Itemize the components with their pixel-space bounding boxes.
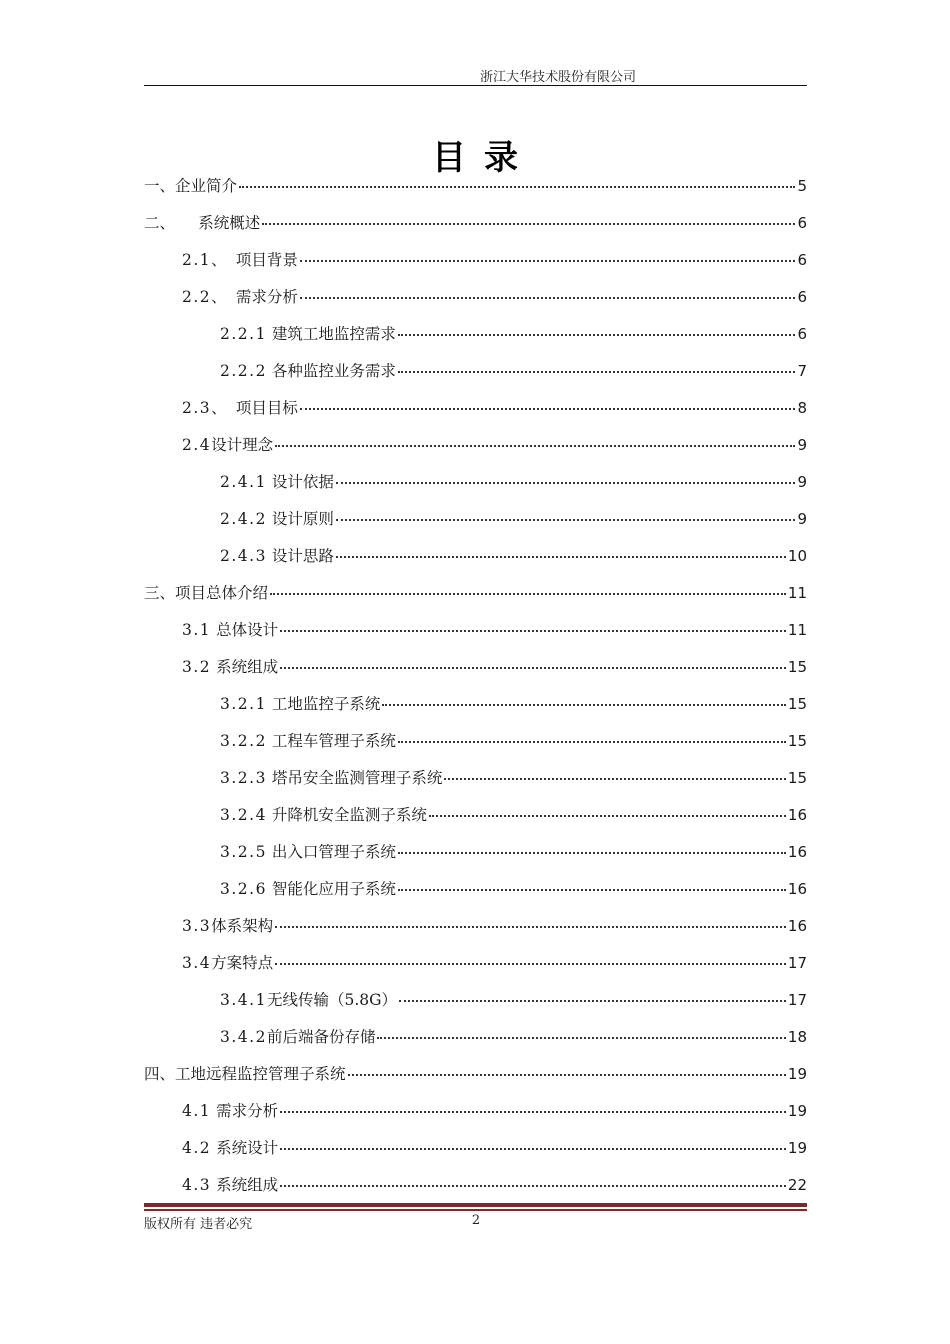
toc-entry[interactable]	[144, 390, 807, 427]
toc-dot-leader	[336, 519, 796, 521]
toc-entry-page: 6	[797, 288, 807, 306]
toc-entry-label	[220, 871, 396, 908]
toc-entry-number: 2.2.1	[220, 325, 267, 343]
toc-entry[interactable]	[144, 353, 807, 390]
toc-entry[interactable]	[144, 1167, 807, 1204]
toc-entry-text: 设计原则	[266, 510, 334, 528]
toc-entry-page: 9	[797, 436, 807, 454]
toc-entry-page: 15	[787, 658, 807, 676]
toc-entry-text: 升降机安全监测子系统	[266, 806, 427, 824]
toc-dot-leader	[336, 556, 786, 558]
toc-dot-leader	[300, 408, 796, 410]
toc-entry-label	[220, 538, 334, 575]
toc-entry-label	[182, 279, 298, 316]
toc-entry-number: 2.4	[182, 436, 212, 454]
toc-dot-leader	[348, 1074, 786, 1076]
toc-entry-text: 无线传输（5.8G）	[266, 991, 397, 1009]
toc-entry-text: 二、 系统概述	[144, 214, 261, 232]
toc-dot-leader	[399, 1000, 786, 1002]
toc-entry-text: 工地监控子系统	[266, 695, 381, 713]
toc-dot-leader	[444, 778, 786, 780]
toc-entry-page: 17	[787, 954, 807, 972]
toc-entry-text: 三、项目总体介绍	[144, 584, 269, 602]
toc-entry-text: 设计思路	[266, 547, 334, 565]
toc-dot-leader	[262, 223, 795, 225]
toc-entry[interactable]	[144, 1130, 807, 1167]
toc-entry-label	[182, 242, 298, 279]
page-title: 目录	[432, 138, 536, 178]
toc-entry-number: 3.2.1	[220, 695, 267, 713]
toc-entry-text: 项目目标	[220, 399, 298, 417]
toc-entry-page: 16	[787, 843, 807, 861]
toc-entry-label	[220, 464, 334, 501]
toc-entry[interactable]	[144, 723, 807, 760]
header-rule	[144, 85, 807, 86]
toc-entry-text: 方案特点	[211, 954, 274, 972]
toc-entry-page: 16	[787, 880, 807, 898]
toc-entry-text: 体系架构	[211, 917, 274, 935]
toc-entry-page: 7	[797, 362, 807, 380]
toc-entry-number: 3.2	[182, 658, 212, 676]
toc-entry-label	[182, 945, 273, 982]
toc-dot-leader	[300, 297, 796, 299]
toc-dot-leader	[239, 186, 795, 188]
toc-dot-leader	[398, 852, 786, 854]
toc-dot-leader	[275, 926, 786, 928]
toc-dot-leader	[300, 260, 796, 262]
table-of-contents	[144, 168, 807, 1204]
toc-entry-text: 系统设计	[211, 1139, 279, 1157]
toc-entry-text: 总体设计	[211, 621, 279, 639]
toc-entry[interactable]	[144, 945, 807, 982]
toc-entry-text: 一、企业简介	[144, 177, 238, 195]
toc-entry[interactable]	[144, 242, 807, 279]
toc-entry-text: 设计理念	[211, 436, 274, 454]
toc-entry[interactable]	[144, 205, 807, 242]
toc-entry-number: 3.2.4	[220, 806, 267, 824]
toc-entry-page: 9	[797, 510, 807, 528]
toc-entry-page: 17	[787, 991, 807, 1009]
toc-entry-label	[182, 1093, 278, 1130]
toc-entry-number: 3.2.2	[220, 732, 267, 750]
toc-entry-text: 工程车管理子系统	[266, 732, 396, 750]
toc-dot-leader	[275, 963, 786, 965]
toc-entry[interactable]	[144, 871, 807, 908]
toc-entry-page: 22	[787, 1176, 807, 1194]
toc-entry-text: 出入口管理子系统	[266, 843, 396, 861]
toc-entry-label	[182, 612, 278, 649]
toc-dot-leader	[398, 741, 786, 743]
toc-entry-label	[220, 723, 396, 760]
toc-entry-number: 3.1	[182, 621, 212, 639]
toc-entry-number: 2.3、	[182, 399, 221, 417]
toc-entry-page: 15	[787, 695, 807, 713]
toc-dot-leader	[280, 630, 786, 632]
toc-entry-text: 设计依据	[266, 473, 334, 491]
toc-entry-label	[220, 760, 442, 797]
toc-entry-text: 需求分析	[211, 1102, 279, 1120]
toc-entry[interactable]	[144, 760, 807, 797]
toc-entry-number: 4.2	[182, 1139, 212, 1157]
toc-entry-page: 9	[797, 473, 807, 491]
toc-entry-label	[220, 316, 396, 353]
toc-entry-label	[182, 427, 273, 464]
toc-entry[interactable]	[144, 168, 807, 205]
footer-rule	[144, 1203, 807, 1207]
toc-entry-text: 塔吊安全监测管理子系统	[266, 769, 443, 787]
toc-entry[interactable]	[144, 427, 807, 464]
toc-entry-page: 19	[787, 1065, 807, 1083]
toc-entry-number: 2.2.2	[220, 362, 267, 380]
toc-entry-text: 系统组成	[211, 1176, 279, 1194]
toc-entry-number: 3.3	[182, 917, 212, 935]
toc-entry-page: 19	[787, 1102, 807, 1120]
toc-entry-number: 2.4.2	[220, 510, 267, 528]
toc-entry[interactable]	[144, 464, 807, 501]
toc-entry[interactable]	[144, 834, 807, 871]
toc-dot-leader	[382, 704, 786, 706]
toc-dot-leader	[398, 334, 796, 336]
footer-rule-thin	[144, 1209, 807, 1211]
toc-entry-text: 建筑工地监控需求	[266, 325, 396, 343]
toc-entry-label	[220, 353, 396, 390]
toc-entry-text: 前后端备份存储	[266, 1028, 376, 1046]
toc-entry-number: 3.4.1	[220, 991, 267, 1009]
toc-dot-leader	[398, 371, 796, 373]
toc-dot-leader	[336, 482, 796, 484]
toc-entry-page: 8	[797, 399, 807, 417]
toc-entry-label	[220, 501, 334, 538]
toc-entry[interactable]	[144, 279, 807, 316]
toc-entry-page: 6	[797, 214, 807, 232]
toc-entry-page: 16	[787, 917, 807, 935]
toc-entry[interactable]	[144, 649, 807, 686]
toc-entry-label	[220, 834, 396, 871]
toc-entry-number: 2.4.3	[220, 547, 267, 565]
toc-entry-page: 5	[797, 177, 807, 195]
toc-entry[interactable]	[144, 1093, 807, 1130]
toc-entry-page: 15	[787, 769, 807, 787]
toc-entry[interactable]	[144, 501, 807, 538]
toc-entry-number: 2.2、	[182, 288, 221, 306]
toc-entry-text: 系统组成	[211, 658, 279, 676]
toc-entry[interactable]	[144, 1056, 807, 1093]
toc-dot-leader	[280, 1185, 786, 1187]
toc-entry-number: 3.4	[182, 954, 212, 972]
toc-entry-number: 4.3	[182, 1176, 212, 1194]
toc-dot-leader	[280, 667, 786, 669]
toc-entry-label	[144, 205, 260, 242]
toc-entry-label	[182, 1167, 278, 1204]
toc-entry-text: 各种监控业务需求	[266, 362, 396, 380]
toc-dot-leader	[398, 889, 786, 891]
footer-copyright: 版权所有 违者必究	[144, 1217, 253, 1232]
toc-entry-page: 11	[787, 584, 807, 602]
toc-entry[interactable]	[144, 316, 807, 353]
toc-dot-leader	[377, 1037, 785, 1039]
toc-entry-text: 需求分析	[220, 288, 298, 306]
toc-entry[interactable]	[144, 797, 807, 834]
toc-entry-page: 15	[787, 732, 807, 750]
toc-entry-label	[182, 390, 298, 427]
toc-entry-number: 3.4.2	[220, 1028, 267, 1046]
toc-entry-number: 3.2.6	[220, 880, 267, 898]
toc-entry-text: 项目背景	[220, 251, 298, 269]
toc-entry-page: 19	[787, 1139, 807, 1157]
toc-entry-page: 10	[787, 547, 807, 565]
toc-entry-label	[144, 1056, 346, 1093]
toc-entry-number: 2.4.1	[220, 473, 267, 491]
toc-entry[interactable]	[144, 1019, 807, 1056]
toc-dot-leader	[270, 593, 786, 595]
toc-dot-leader	[275, 445, 795, 447]
toc-entry[interactable]	[144, 686, 807, 723]
toc-dot-leader	[280, 1148, 786, 1150]
toc-entry-page: 18	[787, 1028, 807, 1046]
toc-entry-label	[220, 982, 397, 1019]
toc-entry-text: 智能化应用子系统	[266, 880, 396, 898]
toc-dot-leader	[280, 1111, 786, 1113]
toc-entry-label	[182, 908, 273, 945]
toc-entry-text: 四、工地远程监控管理子系统	[144, 1065, 346, 1083]
toc-entry-label	[144, 575, 268, 612]
toc-entry-page: 6	[797, 251, 807, 269]
toc-entry-number: 4.1	[182, 1102, 212, 1120]
header-company-name: 浙江大华技术股份有限公司	[480, 70, 637, 85]
toc-entry[interactable]	[144, 982, 807, 1019]
toc-entry-label	[144, 168, 237, 205]
toc-entry[interactable]	[144, 575, 807, 612]
toc-dot-leader	[429, 815, 786, 817]
toc-entry-label	[182, 1130, 278, 1167]
toc-entry-label	[220, 686, 380, 723]
toc-entry-number: 3.2.5	[220, 843, 267, 861]
toc-entry-number: 3.2.3	[220, 769, 267, 787]
toc-entry[interactable]	[144, 612, 807, 649]
toc-entry-label	[220, 797, 427, 834]
toc-entry-number: 2.1、	[182, 251, 221, 269]
toc-entry-label	[220, 1019, 375, 1056]
toc-entry[interactable]	[144, 908, 807, 945]
toc-entry-page: 16	[787, 806, 807, 824]
toc-entry[interactable]	[144, 538, 807, 575]
toc-entry-page: 6	[797, 325, 807, 343]
footer-page-number: 2	[471, 1213, 481, 1228]
toc-entry-page: 11	[787, 621, 807, 639]
toc-entry-label	[182, 649, 278, 686]
